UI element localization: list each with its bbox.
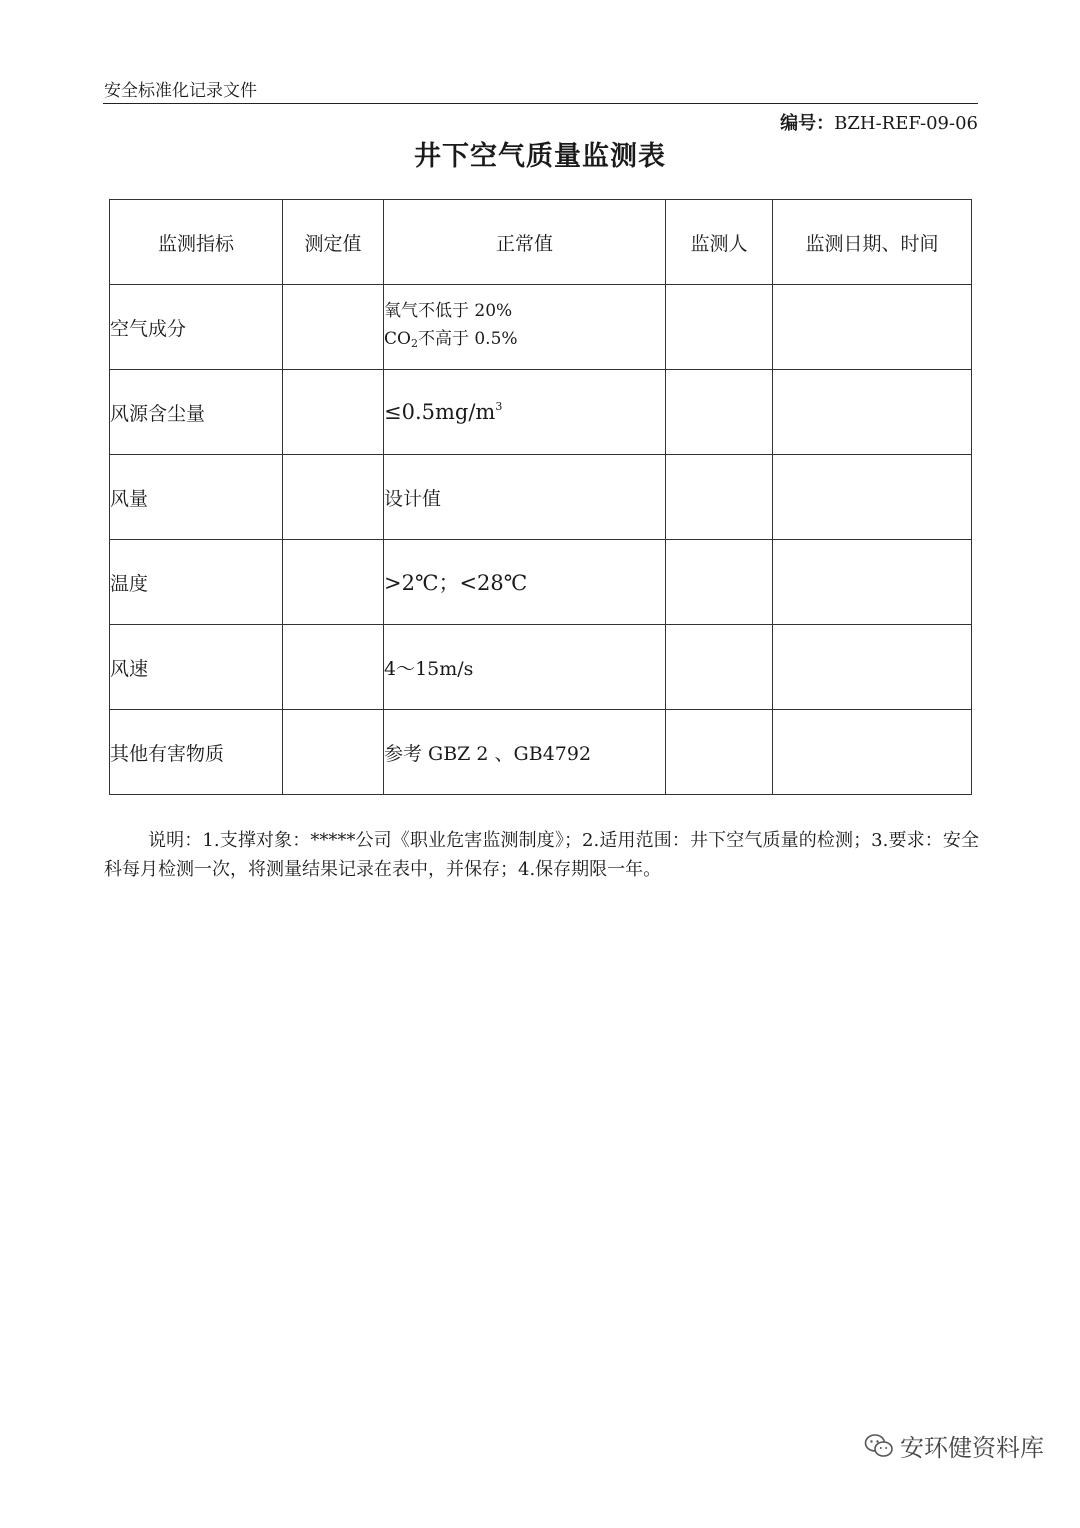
monitor-person-cell[interactable] [666, 285, 773, 370]
indicator-cell: 其他有害物质 [110, 710, 283, 795]
table-row [110, 540, 972, 625]
document-number-label: 编号： [780, 113, 835, 134]
monitor-person-cell[interactable] [666, 370, 773, 455]
monitoring-table [109, 199, 972, 795]
monitor-person-cell[interactable] [666, 710, 773, 795]
normal-value-cell: 参考 GBZ 2 、GB4792 [384, 710, 666, 795]
datetime-cell[interactable] [773, 625, 972, 710]
datetime-cell[interactable] [773, 710, 972, 795]
indicator-cell: 风量 [110, 455, 283, 540]
indicator-cell: 风速 [110, 625, 283, 710]
table-header-row [110, 200, 972, 285]
indicator-cell: 空气成分 [110, 285, 283, 370]
measured-value-cell[interactable] [283, 370, 384, 455]
measured-value-cell[interactable] [283, 540, 384, 625]
normal-value-cell: 4～15m/s [384, 625, 666, 710]
indicator-cell: 风源含尘量 [110, 370, 283, 455]
table-row [110, 625, 972, 710]
datetime-cell[interactable] [773, 285, 972, 370]
measured-value-cell[interactable] [283, 625, 384, 710]
normal-value-line [384, 325, 665, 358]
measured-value-cell[interactable] [283, 710, 384, 795]
temperature-range: >2℃；<28℃ [384, 571, 528, 595]
column-header-monitor-person: 监测人 [666, 200, 773, 285]
normal-value-line: 氧气不低于 20% [384, 300, 513, 321]
column-header-normal-value: 正常值 [384, 200, 666, 285]
co-limit: 不高于 0.5% [417, 328, 518, 349]
table-row [110, 370, 972, 455]
normal-value-cell: 设计值 [384, 455, 666, 540]
dust-limit: ≤0.5mg/m [384, 400, 496, 424]
monitor-person-cell[interactable] [666, 540, 773, 625]
indicator-cell: 温度 [110, 540, 283, 625]
table-row [110, 455, 972, 540]
datetime-cell[interactable] [773, 540, 972, 625]
datetime-cell[interactable] [773, 370, 972, 455]
co-formula: CO [384, 328, 411, 349]
watermark [864, 1428, 1044, 1463]
table-row [110, 710, 972, 795]
header-title: 安全标准化记录文件 [104, 81, 257, 101]
measured-value-cell[interactable] [283, 285, 384, 370]
column-header-indicator: 监测指标 [110, 200, 283, 285]
datetime-cell[interactable] [773, 455, 972, 540]
page-title: 井下空气质量监测表 [414, 141, 666, 172]
co-subscript: 2 [410, 336, 418, 350]
monitor-person-cell[interactable] [666, 455, 773, 540]
header-rule [103, 103, 978, 104]
column-header-datetime: 监测日期、时间 [773, 200, 972, 285]
wechat-icon [864, 1433, 894, 1459]
document-number-value: BZH-REF-09-06 [834, 113, 978, 134]
dust-limit-superscript: 3 [495, 400, 503, 413]
measured-value-cell[interactable] [283, 455, 384, 540]
normal-value-cell [384, 370, 666, 455]
table-row [110, 285, 972, 370]
normal-value-cell [384, 285, 666, 370]
document-number [780, 109, 978, 135]
monitor-person-cell[interactable] [666, 625, 773, 710]
watermark-text: 安环健资料库 [900, 1434, 1044, 1462]
explanatory-note: 说明：1.支撑对象：*****公司《职业危害监测制度》；2.适用范围：井下空气质量的检测；3.要求：安全科每月检测一次，将测量结果记录在表中，并保存；4.保存期限一年。 [104, 830, 979, 880]
column-header-measured-value: 测定值 [283, 200, 384, 285]
normal-value-cell [384, 540, 666, 625]
